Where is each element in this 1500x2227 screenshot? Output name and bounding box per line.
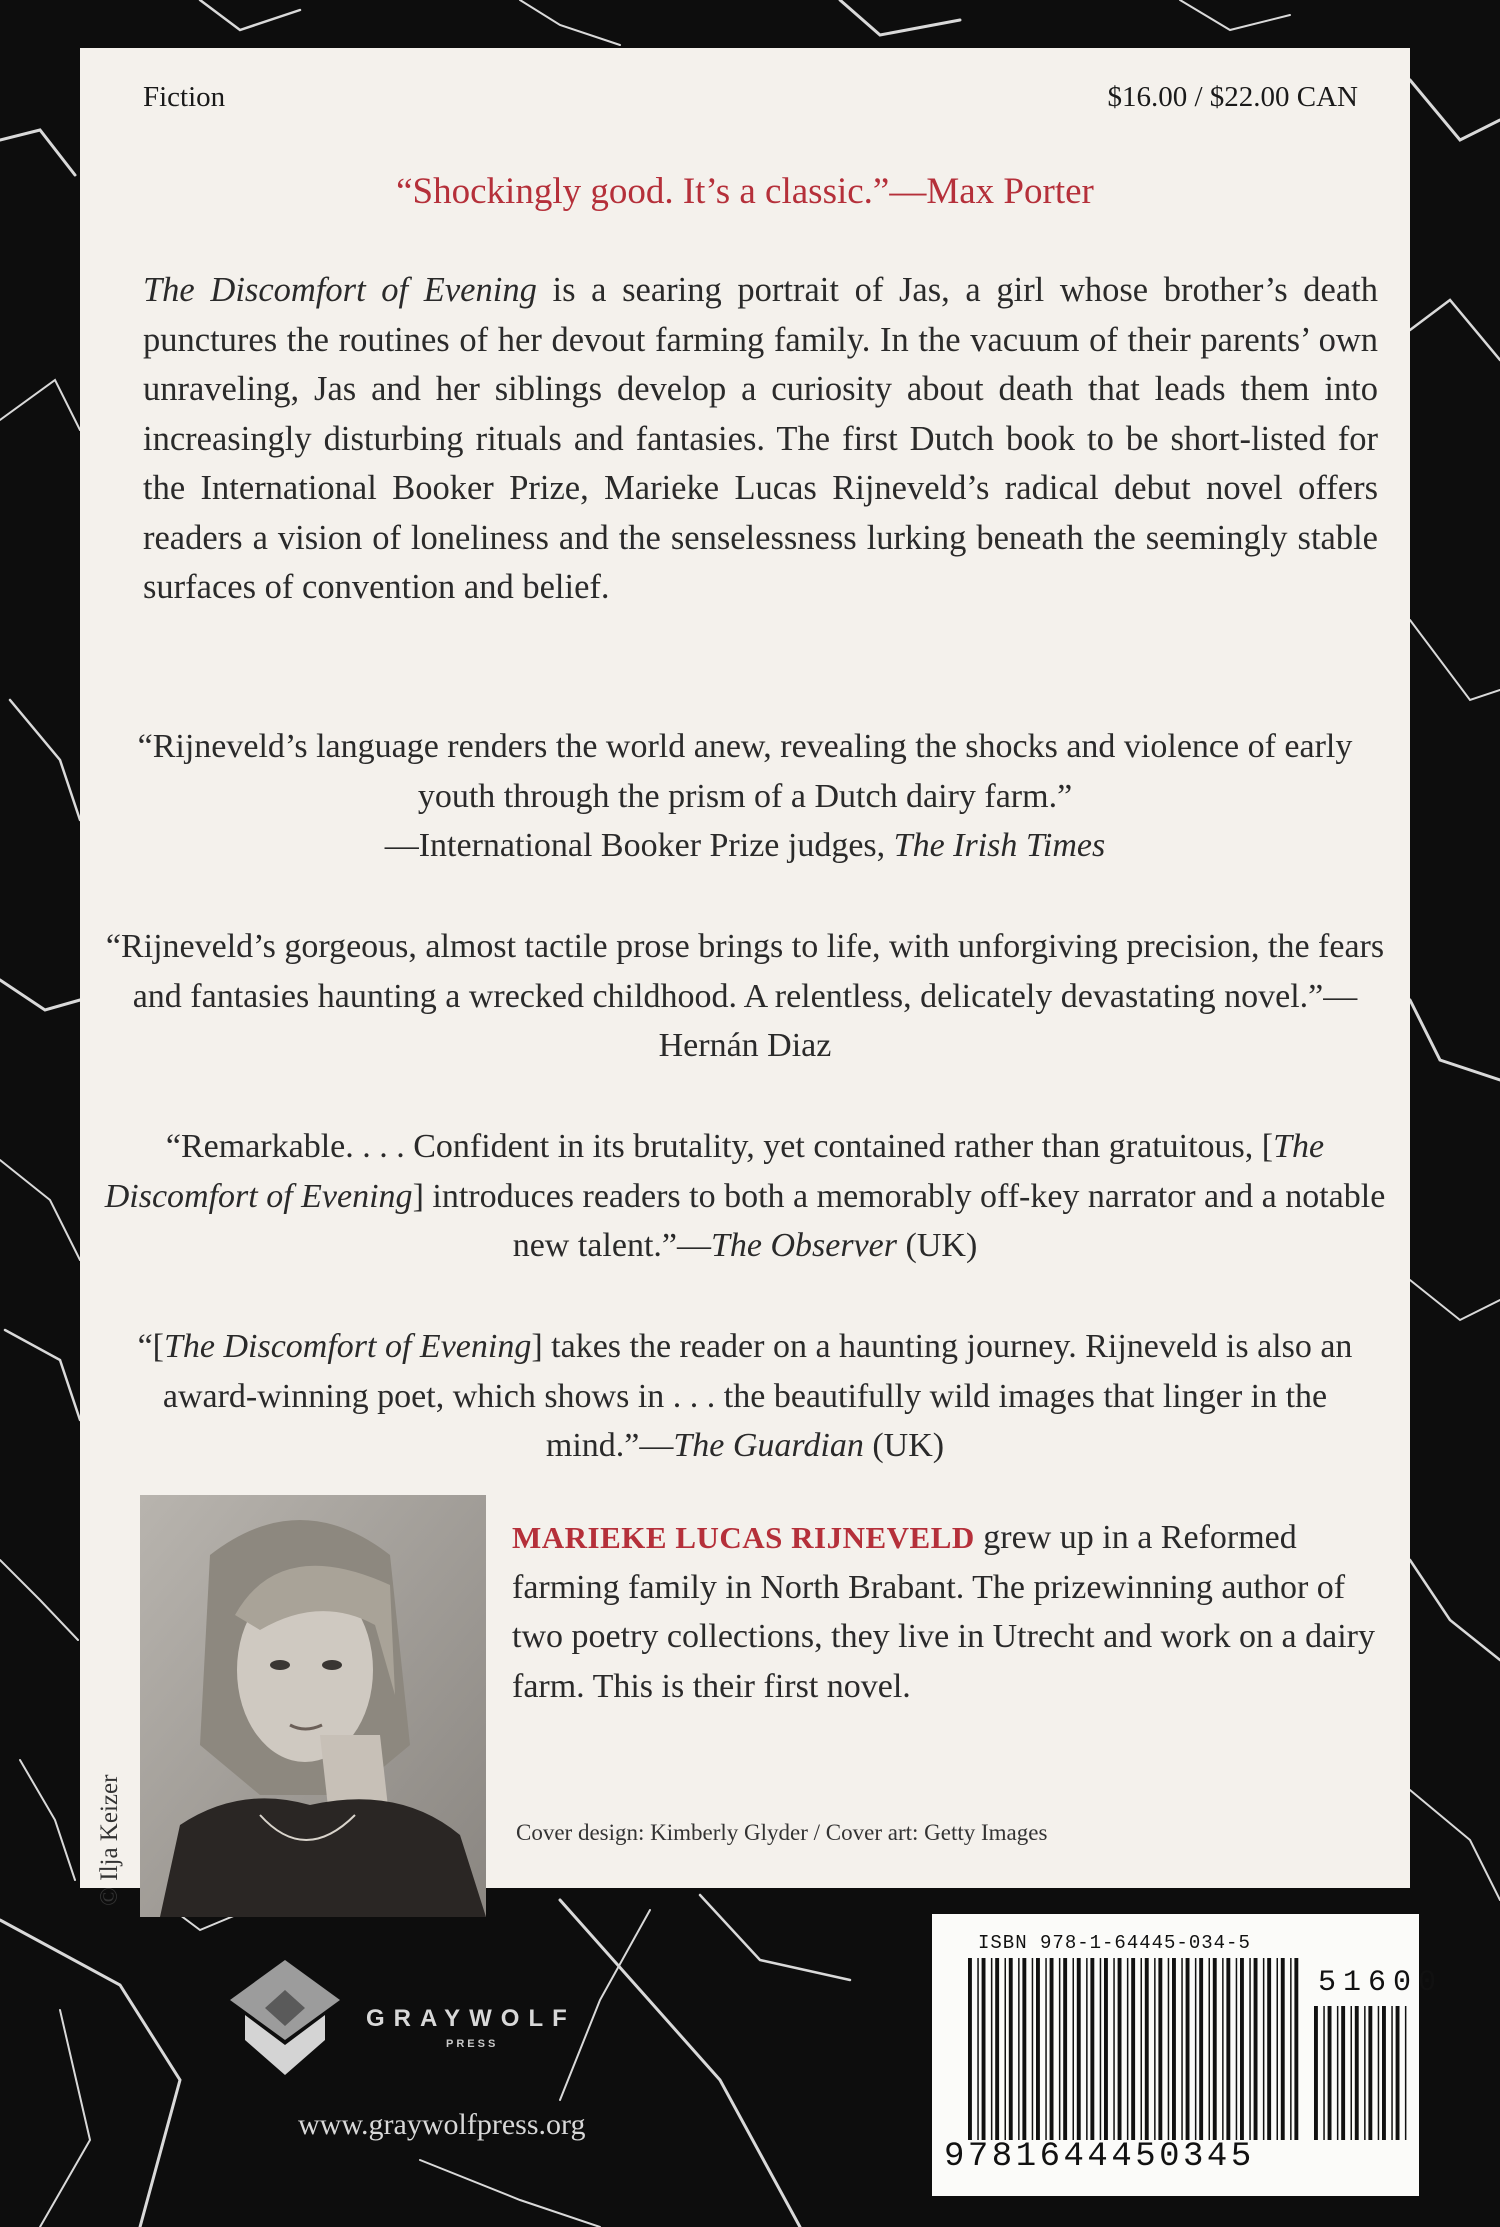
barcode-bar xyxy=(1328,2006,1332,2140)
barcode-bar xyxy=(1005,1958,1007,2140)
review-quote-guardian xyxy=(100,1322,1390,1471)
barcode-bar xyxy=(1368,2006,1372,2140)
author-photo xyxy=(140,1495,486,1917)
barcode-bar xyxy=(1391,2006,1393,2140)
barcode-bar xyxy=(1277,1958,1279,2140)
photo-credit: © Ilja Keizer xyxy=(96,1774,123,1906)
barcode-bar xyxy=(1059,1958,1061,2140)
barcode-bar xyxy=(1337,2006,1339,2140)
review-quote-diaz xyxy=(100,922,1390,1071)
barcode-bar xyxy=(1145,1958,1149,2140)
barcode-bar xyxy=(1254,1958,1258,2140)
book-description xyxy=(143,266,1378,613)
quote-source: The Observer xyxy=(710,1227,898,1264)
barcode-bar xyxy=(1154,1958,1156,2140)
publisher-name: GRAYWOLF xyxy=(366,2005,576,2032)
barcode-bar xyxy=(1090,1958,1094,2140)
quote-text: “Remarkable. . . . Confident in its brutality, yet contained rather than gratuitous, [ xyxy=(165,1128,1274,1165)
barcode xyxy=(932,1914,1444,2196)
quote-text: ] introduces readers to both a memorably off-key narrator and a notable new talent.”— xyxy=(412,1177,1386,1264)
barcode-bar xyxy=(1018,1958,1020,2140)
barcode-bar xyxy=(1355,2006,1359,2140)
quote-book-title: The Discomfort of Evening xyxy=(104,1128,1325,1215)
publisher-sub: PRESS xyxy=(446,2038,499,2050)
barcode-bar xyxy=(1100,1958,1102,2140)
barcode-bar xyxy=(1290,1958,1292,2140)
barcode-bar xyxy=(1118,1958,1122,2140)
back-cover-panel xyxy=(80,48,1410,1906)
barcode-bar xyxy=(1222,1958,1224,2140)
barcode-bar xyxy=(995,1958,999,2140)
barcode-bar xyxy=(1172,1958,1176,2140)
barcode-bar xyxy=(991,1958,993,2140)
author-bio xyxy=(512,1513,1392,1711)
genre-label: Fiction xyxy=(143,81,226,113)
quote-source: The Guardian xyxy=(673,1427,864,1464)
review-quote-booker xyxy=(100,722,1390,871)
book-title: The Discomfort of Evening xyxy=(143,271,537,309)
addon-digits: 51600 xyxy=(1318,1966,1444,2000)
barcode-bar xyxy=(1104,1958,1108,2140)
barcode-bar xyxy=(1396,2006,1400,2140)
barcode-bar xyxy=(1195,1958,1197,2140)
quote-source: The Irish Times xyxy=(893,827,1106,864)
barcode-bar xyxy=(1032,1958,1034,2140)
barcode-bar xyxy=(1186,1958,1190,2140)
barcode-bar xyxy=(1378,2006,1380,2140)
barcode-bar xyxy=(1226,1958,1230,2140)
barcode-bar xyxy=(1351,2006,1353,2140)
barcode-bar xyxy=(1009,1958,1013,2140)
barcode-bar xyxy=(1141,1958,1143,2140)
barcode-bar xyxy=(1127,1958,1129,2140)
quote-book-title: The Discomfort of Evening xyxy=(163,1328,532,1365)
barcode-bar xyxy=(1294,1958,1298,2140)
barcode-bar xyxy=(1073,1958,1075,2140)
quote-attribution: —International Booker Prize judges, xyxy=(384,827,894,864)
publisher-url[interactable]: www.graywolfpress.org xyxy=(298,2108,586,2141)
quote-text: “[ xyxy=(137,1328,164,1365)
barcode-bar xyxy=(1240,1958,1244,2140)
quote-region: (UK) xyxy=(863,1427,945,1464)
barcode-bar xyxy=(1314,2006,1318,2140)
barcode-bar xyxy=(1382,2006,1386,2140)
barcode-bar xyxy=(1050,1958,1054,2140)
barcode-bar xyxy=(1181,1958,1183,2140)
barcode-bar xyxy=(977,1958,979,2140)
barcode-bar xyxy=(1323,2006,1325,2140)
quote-text: “Rijneveld’s gorgeous, almost tactile prose brings to life, with unforgiving precision, the fears and fantasies haunting a wrecked childhood. A relentless, delicately devastating novel.”—Hernán Diaz xyxy=(105,928,1385,1064)
barcode-bar xyxy=(1281,1958,1285,2140)
barcode-bar xyxy=(1267,1958,1271,2140)
cover-credit: Cover design: Kimberly Glyder / Cover art: Getty Images xyxy=(516,1820,1048,1845)
price-label: $16.00 / $22.00 CAN xyxy=(1107,81,1358,113)
barcode-bar xyxy=(1158,1958,1162,2140)
barcode-bar xyxy=(1199,1958,1203,2140)
barcode-bar xyxy=(1364,2006,1366,2140)
barcode-bar xyxy=(1405,2006,1407,2140)
barcode-bar xyxy=(1249,1958,1251,2140)
author-name: MARIEKE LUCAS RIJNEVELD xyxy=(512,1520,975,1555)
isbn-label: ISBN 978-1-64445-034-5 xyxy=(978,1932,1251,1954)
barcode-bar xyxy=(1063,1958,1067,2140)
barcode-bar xyxy=(982,1958,986,2140)
graywolf-logo-icon xyxy=(230,1960,340,2075)
barcode-bar xyxy=(1022,1958,1026,2140)
quote-text: “Rijneveld’s language renders the world anew, revealing the shocks and violence of early youth through the prism of a Dutch dairy farm.” xyxy=(137,728,1353,815)
review-quote-observer xyxy=(100,1122,1390,1271)
barcode-bar xyxy=(1341,2006,1345,2140)
author-bio-text: grew up in a Reformed farming family in North Brabant. The prizewinning author of two poetry collections, they live in Utrecht and work on a dairy farm. This is their first novel. xyxy=(512,1519,1375,1705)
barcode-bar xyxy=(1036,1958,1040,2140)
barcode-bar xyxy=(1113,1958,1115,2140)
barcode-bar xyxy=(1209,1958,1211,2140)
ean-digits: 9781644450345 xyxy=(944,2138,1255,2176)
barcode-bar xyxy=(1236,1958,1238,2140)
barcode-bar xyxy=(1168,1958,1170,2140)
barcode-bar xyxy=(968,1958,972,2140)
barcode-bar xyxy=(1045,1958,1047,2140)
barcode-bar xyxy=(1213,1958,1217,2140)
headline-quote: “Shockingly good. It’s a classic.”—Max Porter xyxy=(396,171,1094,212)
barcode-bar xyxy=(1077,1958,1081,2140)
barcode-bar xyxy=(1086,1958,1088,2140)
barcode-bar xyxy=(1131,1958,1135,2140)
description-text: is a searing portrait of Jas, a girl whose brother’s death punctures the routines of her devout farming family. In the vacuum of their parents’ own unraveling, Jas and her siblings develop a curiosity about death that leads them into increasingly disturbing rituals and fantasies. The first Dutch book to be short-listed for the International Booker Prize, Marieke Lucas Rijneveld’s radical debut novel offers readers a vision of loneliness and the senselessness lurking beneath the seemingly stable surfaces of convention and belief. xyxy=(143,271,1379,606)
quote-text: ] takes the reader on a haunting journey. Rijneveld is also an award-winning poet, which shows in . . . the beautifully wild images that linger in the mind.”— xyxy=(162,1328,1353,1464)
quote-region: (UK) xyxy=(897,1227,978,1264)
barcode-bar xyxy=(1263,1958,1265,2140)
